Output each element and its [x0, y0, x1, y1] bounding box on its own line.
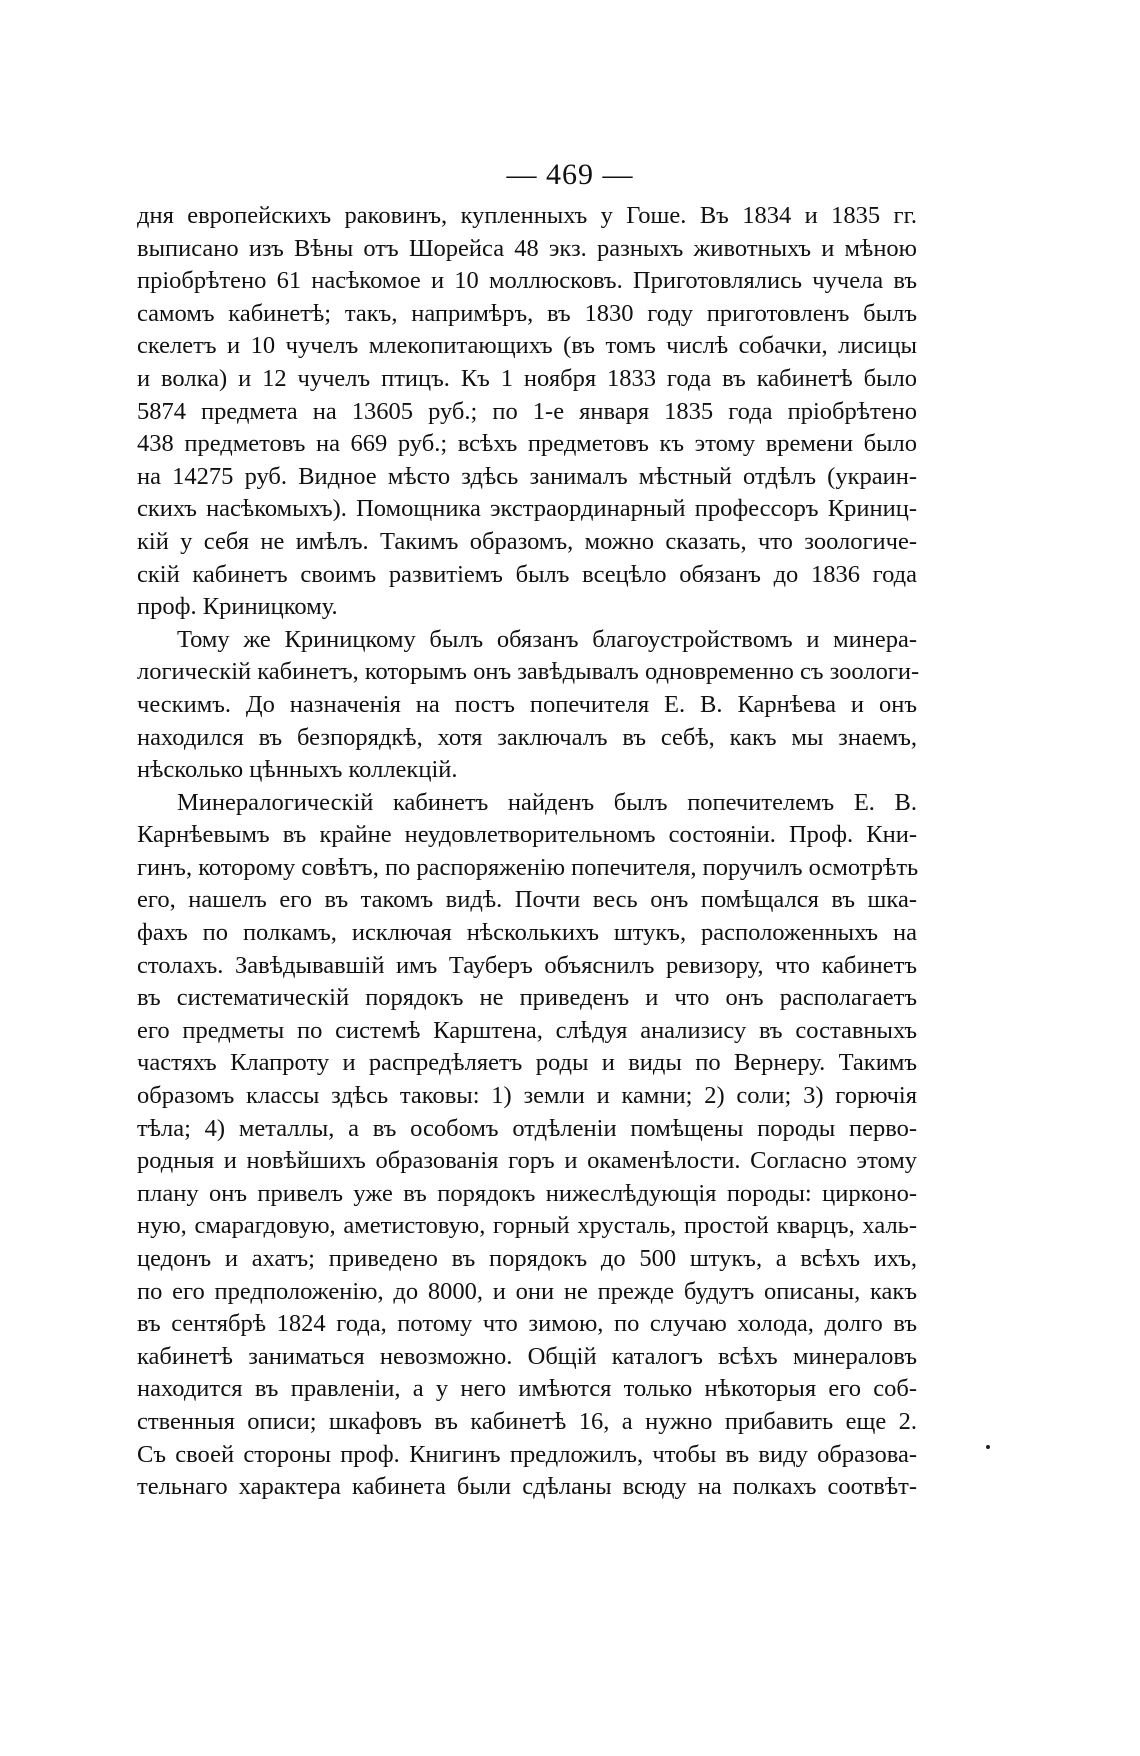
text-line: логическій кабинетъ, которымъ онъ завѣдывалъ одновременно съ зоологи-	[137, 658, 920, 686]
text-line: родныя и новѣйшихъ образованія горъ и окаменѣлости. Согласно этому	[137, 1147, 917, 1175]
text-line: скій кабинетъ своимъ развитіемъ былъ всецѣло обязанъ до 1836 года	[137, 560, 917, 588]
margin-mark	[986, 1445, 990, 1449]
text-line: цедонъ и ахатъ; приведено въ порядокъ до 500 штукъ, а всѣхъ ихъ,	[137, 1245, 917, 1272]
text-line: выписано изъ Вѣны отъ Шорейса 48 экз. разныхъ животныхъ и мѣною	[137, 234, 917, 262]
text-line: Карнѣевымъ въ крайне неудовлетворительномъ состояніи. Проф. Кни-	[137, 821, 917, 849]
text-line: 5874 предмета на 13605 руб.; по 1-е января 1835 года пріобрѣтено	[137, 397, 917, 425]
text-line: плану онъ привелъ уже въ порядокъ нижеслѣдующія породы: цирконо-	[137, 1179, 917, 1207]
text-line: частяхъ Клапроту и распредѣляетъ роды и виды по Вернеру. Такимъ	[137, 1049, 917, 1077]
paragraph-end-line: проф. Криницкому.	[137, 593, 338, 621]
text-line: тѣла; 4) металлы, а въ особомъ отдѣленіи помѣщены породы перво-	[137, 1114, 917, 1142]
text-line: дня европейскихъ раковинъ, купленныхъ у Гоше. Въ 1834 и 1835 гг.	[137, 202, 917, 229]
text-line: гинъ, которому совѣтъ, по распоряженію попечителя, поручилъ осмотрѣть	[137, 853, 919, 881]
text-line: фахъ по полкамъ, исключая нѣсколькихъ штукъ, расположенныхъ на	[137, 919, 917, 947]
text-line: на 14275 руб. Видное мѣсто здѣсь занималъ мѣстный отдѣлъ (украин-	[137, 462, 917, 490]
text-line: самомъ кабинетѣ; такъ, напримѣръ, въ 1830 году приготовленъ былъ	[137, 299, 917, 327]
text-line: кій у себя не имѣлъ. Такимъ образомъ, можно сказать, что зоологиче-	[137, 527, 917, 555]
text-line: скелетъ и 10 чучелъ млекопитающихъ (въ томъ числѣ собачки, лисицы	[137, 332, 917, 360]
text-line: находился въ безпорядкѣ, хотя заключалъ въ себѣ, какъ мы знаемъ,	[137, 723, 917, 751]
text-line: его, нашелъ его въ такомъ видѣ. Почти весь онъ помѣщался въ шка-	[137, 886, 917, 914]
text-line: и волка) и 12 чучелъ птицъ. Къ 1 ноября 1833 года въ кабинетѣ было	[137, 364, 917, 392]
text-line: ную, смарагдовую, аметистовую, горный хрусталь, простой кварцъ, халь-	[137, 1212, 917, 1240]
text-line: ственныя описи; шкафовъ въ кабинетѣ 16, а нужно прибавить еще 2.	[137, 1407, 917, 1435]
page-number: — 469 —	[506, 158, 634, 191]
paragraph-start-line: Тому же Криницкому былъ обязанъ благоустройствомъ и минера-	[177, 625, 917, 653]
text-line: его предметы по системѣ Карштена, слѣдуя анализису въ составныхъ	[137, 1016, 917, 1044]
text-line: ческимъ. До назначенія на постъ попечителя Е. В. Карнѣева и онъ	[137, 690, 917, 718]
text-line: кабинетѣ заниматься невозможно. Общій каталогъ всѣхъ минераловъ	[137, 1342, 917, 1370]
text-line: въ систематическій порядокъ не приведенъ и что онъ располагаетъ	[137, 984, 917, 1012]
text-line: по его предположенію, до 8000, и они не прежде будутъ описаны, какъ	[137, 1277, 917, 1305]
text-line: скихъ насѣкомыхъ). Помощника экстраординарный профессоръ Криниц-	[137, 495, 917, 523]
paragraph-start-line: Минералогическій кабинетъ найденъ былъ попечителемъ Е. В.	[177, 788, 917, 816]
text-line: Съ своей стороны проф. Книгинъ предложилъ, чтобы въ виду образова-	[137, 1440, 917, 1468]
text-line: образомъ классы здѣсь таковы: 1) земли и камни; 2) соли; 3) горючія	[137, 1082, 917, 1110]
text-line: въ сентябрѣ 1824 года, потому что зимою, по случаю холода, долго въ	[137, 1310, 917, 1338]
text-line: столахъ. Завѣдывавшій имъ Тауберъ объяснилъ ревизору, что кабинетъ	[137, 951, 917, 979]
text-line: находится въ правленіи, а у него имѣются только нѣкоторыя его соб-	[137, 1375, 917, 1403]
text-body	[137, 200, 920, 1504]
text-line: 438 предметовъ на 669 руб.; всѣхъ предметовъ къ этому времени было	[137, 430, 917, 458]
text-line: пріобрѣтено 61 насѣкомое и 10 моллюсковъ. Приготовлялись чучела въ	[137, 267, 917, 295]
paragraph-end-line: нѣсколько цѣнныхъ коллекцій.	[137, 756, 458, 784]
text-line: тельнаго характера кабинета были сдѣланы всюду на полкахъ соотвѣт-	[137, 1473, 917, 1501]
